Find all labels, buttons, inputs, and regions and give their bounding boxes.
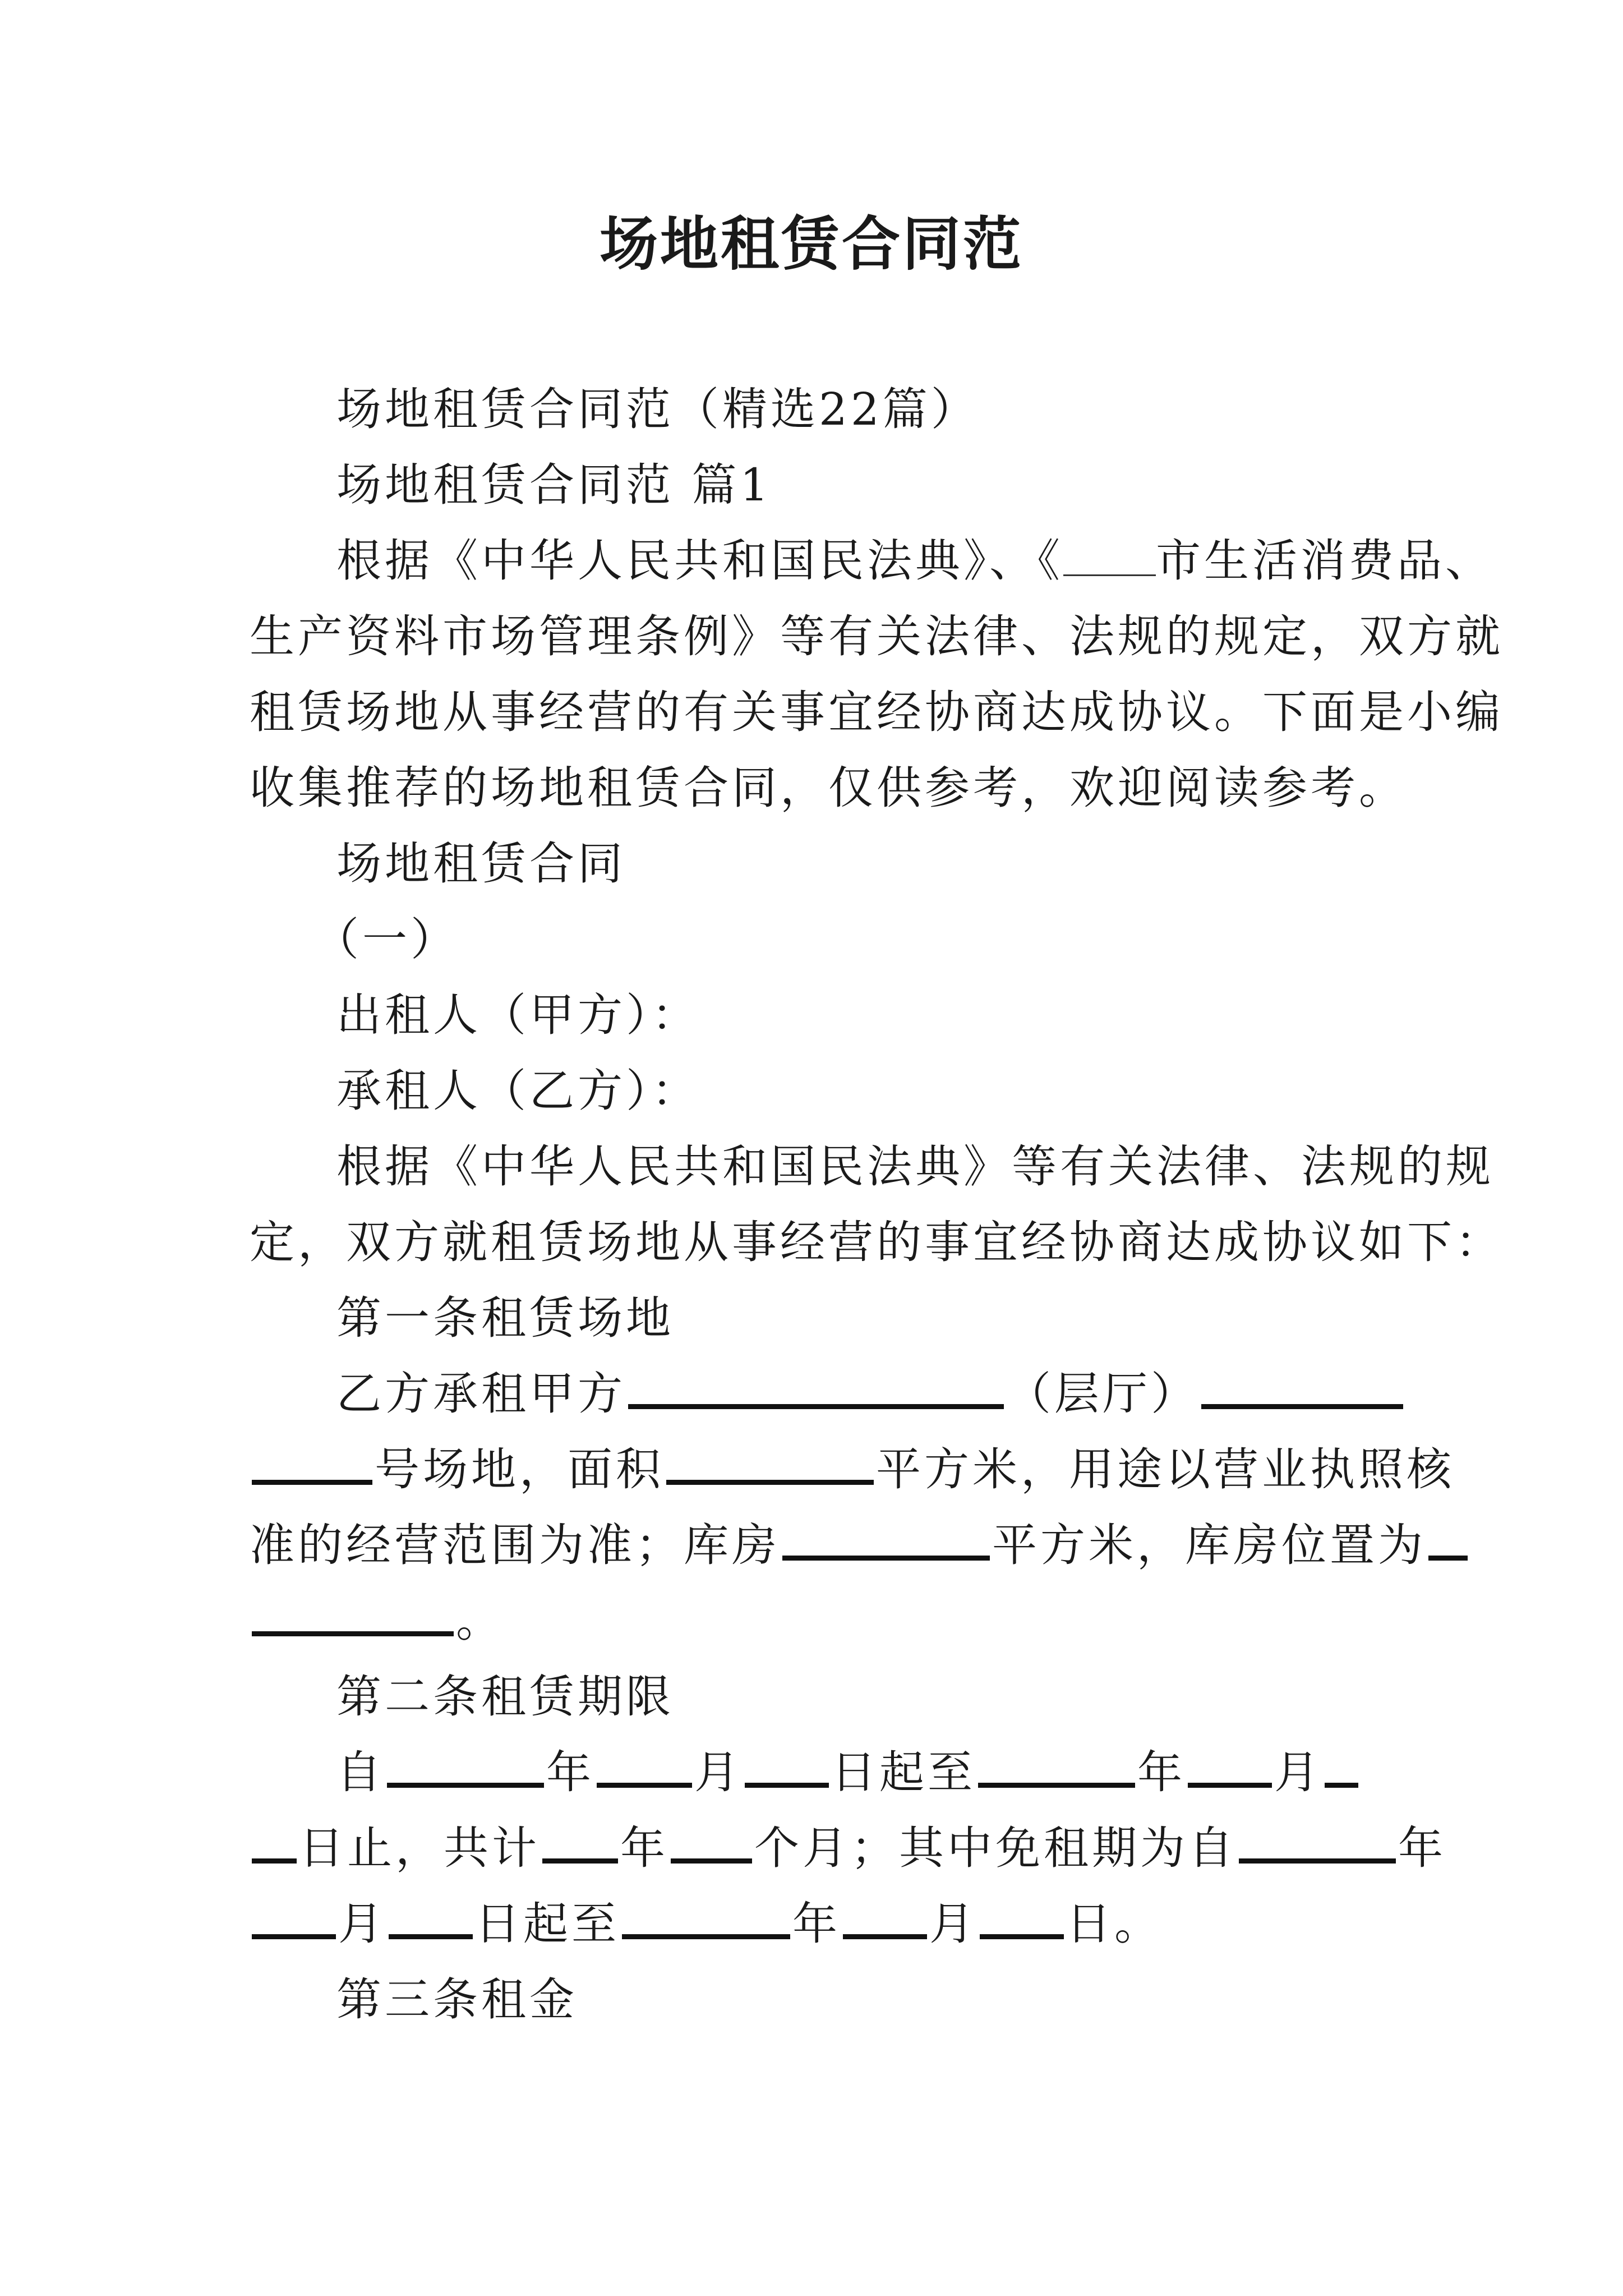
blank-site-number bbox=[252, 1442, 372, 1485]
article1-text-3a: 准的经营范围为准；库房 bbox=[250, 1519, 780, 1571]
article2-month-2: 月 bbox=[1274, 1746, 1322, 1798]
blank-total-years bbox=[542, 1820, 618, 1864]
article1-text-1a: 乙方承租甲方 bbox=[336, 1368, 626, 1420]
blank-city bbox=[1063, 535, 1156, 576]
article2-text-from: 自 bbox=[336, 1746, 385, 1798]
article1-text-2a: 号场地，面积 bbox=[375, 1443, 664, 1496]
article2-month-1: 月 bbox=[694, 1746, 743, 1798]
blank-end-month bbox=[1188, 1745, 1272, 1788]
blank-start-month bbox=[597, 1745, 692, 1788]
intro-line-3: 租赁场地从事经营的有关事宜经协商达成协议。下面是小编 bbox=[250, 686, 1504, 738]
contract-number: （一） bbox=[314, 913, 459, 965]
blank-end-year bbox=[978, 1745, 1135, 1788]
blank-start-day bbox=[745, 1745, 829, 1788]
blank-warehouse-area bbox=[782, 1517, 990, 1561]
blank-free-start-month bbox=[252, 1896, 336, 1939]
article1-heading: 第一条租赁场地 bbox=[336, 1292, 674, 1344]
intro-line-1 bbox=[336, 527, 1493, 595]
intro-line-2: 生产资料市场管理条例》等有关法律、法规的规定，双方就 bbox=[250, 610, 1504, 662]
blank-free-end-month bbox=[843, 1896, 927, 1939]
blank-floor bbox=[628, 1366, 1004, 1409]
blank-total-months bbox=[671, 1820, 752, 1864]
intro-text-1a: 根据《中华人民共和国民法典》、《 bbox=[336, 535, 1063, 587]
article2-day-end: 日。 bbox=[1066, 1898, 1163, 1950]
blank-warehouse-location-b bbox=[252, 1593, 454, 1636]
blank-end-day-b bbox=[252, 1820, 297, 1864]
lessor-label: 出租人（甲方）： bbox=[336, 989, 700, 1041]
article2-year-5: 年 bbox=[792, 1898, 841, 1950]
article2-text-until-2: 日起至 bbox=[475, 1898, 620, 1950]
subtitle: 场地租赁合同范（精选22篇） bbox=[336, 383, 979, 435]
basis-line-1: 根据《中华人民共和国民法典》等有关法律、法规的规 bbox=[336, 1140, 1494, 1193]
article2-month-3: 月 bbox=[338, 1898, 386, 1950]
blank-start-year bbox=[387, 1745, 544, 1788]
blank-free-end-day bbox=[980, 1896, 1064, 1939]
basis-line-2: 定，双方就租赁场地从事经营的事宜经协商达成协议如下： bbox=[250, 1216, 1504, 1268]
article2-text-until: 日起至 bbox=[831, 1746, 976, 1798]
article1-text-2b: 平方米，用途以营业执照核 bbox=[876, 1443, 1455, 1496]
article2-heading: 第二条租赁期限 bbox=[336, 1671, 674, 1723]
article1-text-1b: （层厅） bbox=[1006, 1368, 1199, 1420]
article1-line-4 bbox=[250, 1588, 1422, 1655]
blank-area bbox=[666, 1442, 874, 1485]
intro-line-4: 收集推荐的场地租赁合同，仅供参考，欢迎阅读参考。 bbox=[250, 762, 1407, 814]
blank-end-day-a bbox=[1325, 1745, 1358, 1788]
section-heading: 场地租赁合同范 篇1 bbox=[336, 459, 772, 511]
article2-text-total: 日止，共计 bbox=[299, 1822, 540, 1874]
intro-text-1b: 市生活消费品、 bbox=[1156, 535, 1493, 587]
article1-line-1 bbox=[336, 1360, 1422, 1428]
article2-year-1: 年 bbox=[546, 1746, 594, 1798]
blank-free-start-day bbox=[389, 1896, 473, 1939]
article1-line-2 bbox=[250, 1436, 1455, 1503]
lessee-label: 承租人（乙方）： bbox=[336, 1065, 700, 1117]
blank-free-end-year bbox=[622, 1896, 790, 1939]
article2-year-4: 年 bbox=[1398, 1822, 1446, 1874]
document-title: 场地租赁合同范 bbox=[599, 209, 1023, 278]
article2-text-free: 个月；其中免租期为自 bbox=[754, 1822, 1237, 1874]
blank-warehouse-location-a bbox=[1428, 1517, 1468, 1561]
article2-year-3: 年 bbox=[620, 1822, 668, 1874]
article2-year-2: 年 bbox=[1137, 1746, 1186, 1798]
article1-text-3b: 平方米，库房位置为 bbox=[992, 1519, 1426, 1571]
article2-month-4: 月 bbox=[929, 1898, 978, 1950]
blank-free-start-year bbox=[1239, 1820, 1396, 1864]
contract-heading: 场地租赁合同 bbox=[336, 838, 626, 890]
blank-hall bbox=[1201, 1366, 1403, 1409]
article2-line-2 bbox=[250, 1815, 1446, 1882]
article2-line-1 bbox=[336, 1739, 1422, 1806]
article1-text-4: 。 bbox=[456, 1595, 504, 1647]
article2-line-3 bbox=[250, 1890, 1422, 1958]
article3-heading: 第三条租金 bbox=[336, 1973, 578, 2026]
article1-line-3 bbox=[250, 1512, 1426, 1579]
